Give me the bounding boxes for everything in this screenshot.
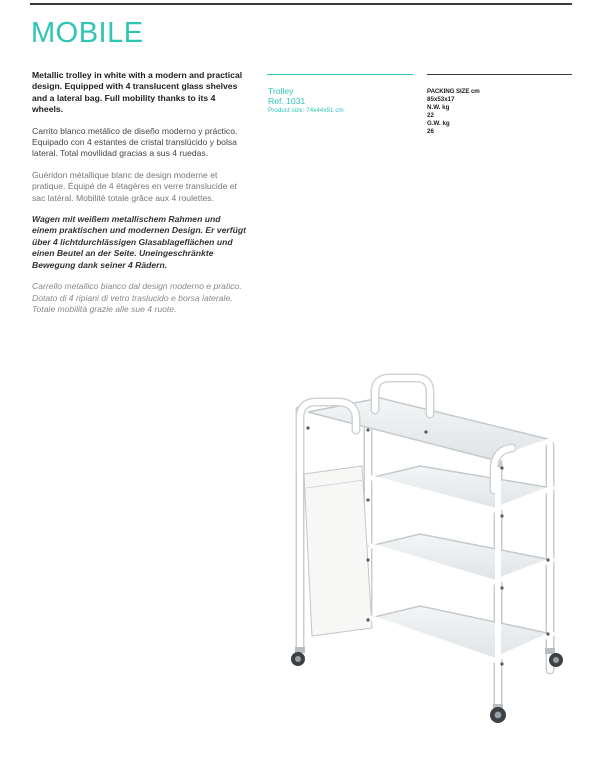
description-german: Wagen mit weißem metallischem Rahmen und einem praktischen und modernen Design. Er verfügt über 4 lichtdurchlässigen Glasablageflächen und einen Beutel an der Seite. Uneingeschränkte Bewegung dank seiner 4 Rädern. <box>32 214 246 270</box>
top-rule <box>30 3 572 5</box>
net-weight-label: N.W. kg <box>427 103 450 111</box>
description-english: Metallic trolley in white with a modern and practical design. Equipped with 4 translucent glass shelves and a lateral bag. Full mobility thanks to its 4 wheels. <box>32 70 243 115</box>
packing-size: 85x53x17 <box>427 95 455 103</box>
description-spanish: Carrito blanco metálico de diseño moderno y práctico. Equipado con 4 estantes de cristal translúcido y bolsa lateral. Total movilidad gracias a sus 4 ruedas. <box>32 125 238 159</box>
product-ref: Ref. 1031 <box>268 96 306 106</box>
gross-weight-value: 26 <box>427 127 434 135</box>
trolley-photo <box>280 370 580 730</box>
product-column-rule <box>267 74 413 75</box>
description-french: Guéridon métallique blanc de design moderne et pratique. Équipé de 4 étagères en verre translucide et sac latéral. Mobilité totale grâce aux 4 roulettes. <box>32 169 237 203</box>
packing-column-rule <box>427 74 572 75</box>
description-italian: Carrello metallico bianco dal design moderno e pratico. Dotato di 4 ripiani di vetro traslucido e borsa laterale. Totale mobilità grazie alle sue 4 ruote. <box>32 281 242 314</box>
page-title: MOBILE <box>31 17 144 49</box>
net-weight-value: 22 <box>427 111 434 119</box>
description-block <box>32 70 246 325</box>
product-name: Trolley <box>268 86 294 96</box>
product-info <box>268 86 344 115</box>
product-size: Product size: 74x44x91 cm <box>268 107 344 114</box>
packing-info <box>427 88 480 135</box>
gross-weight-label: G.W. kg <box>427 119 450 127</box>
lateral-bag-icon <box>304 466 372 636</box>
wheel-icon <box>291 647 563 723</box>
packing-header: PACKING SIZE cm <box>427 88 480 95</box>
